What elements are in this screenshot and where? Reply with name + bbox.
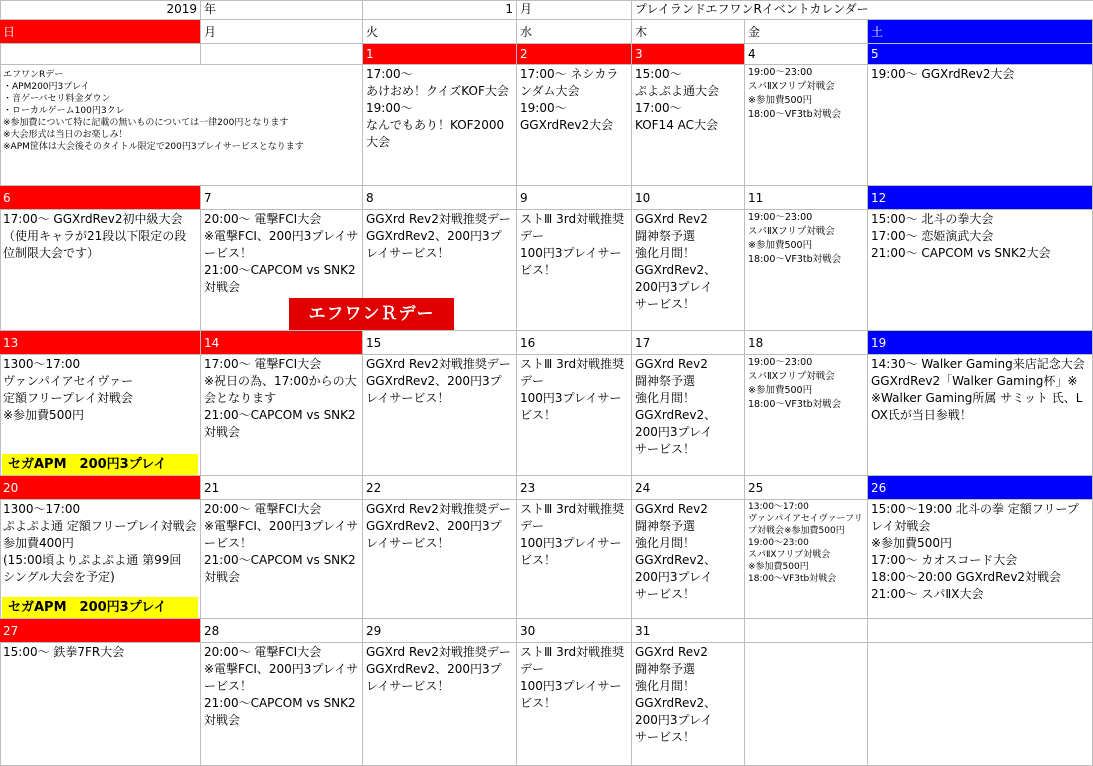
day-events-3: [632, 65, 745, 186]
day-number-4: 4: [745, 44, 868, 65]
day-events-24: [632, 500, 745, 619]
event-line: ストⅢ 3rd対戦推奨デー: [520, 212, 625, 243]
day-number-16: 16: [517, 331, 632, 355]
event-line: 20:00～ 電撃FCI大会: [204, 502, 322, 516]
weekday-header: 土: [868, 20, 1093, 44]
empty-sunday-header: [0, 44, 201, 65]
event-line: 18:00～VF3tb対戦会: [748, 399, 842, 410]
day-events-12: [868, 210, 1093, 331]
event-line: 17:00～ 電撃FCI大会: [204, 357, 322, 371]
event-line: ぷよぷよ通大会: [635, 84, 720, 98]
event-line: GGXrdRev2、: [635, 696, 717, 710]
day-events-26: [868, 500, 1093, 619]
event-line: ※参加費500円: [748, 240, 813, 251]
day-events-31: [632, 643, 745, 766]
event-line: ぷよぷよ通 定額フリープレイ対戦会 参加費400円: [3, 519, 201, 550]
event-line: 1300～17:00: [3, 502, 81, 516]
event-line: 1300～17:00: [3, 357, 81, 371]
note-line: ・音ゲーバセリ料金ダウン: [3, 94, 111, 104]
year-suffix: 年: [204, 2, 217, 16]
day-events-15: [363, 355, 517, 476]
year-cell: [0, 0, 201, 20]
day-number-21: 21: [201, 476, 363, 500]
event-line: GGXrd Rev2: [635, 502, 708, 516]
event-line: サービス！: [635, 442, 696, 456]
event-line: 15:00～ 鉄拳7FR大会: [3, 645, 125, 659]
event-line: ※参加費500円: [3, 408, 84, 422]
event-line: ヴァンパイアセイヴァー: [3, 374, 134, 388]
day-events-19: [868, 355, 1093, 476]
event-line: 闘神祭予選: [635, 519, 696, 533]
event-line: ※参加費500円: [748, 385, 813, 396]
day-number-8: 8: [363, 186, 517, 210]
event-line: 100円3プレイサービス！: [520, 391, 622, 422]
day-number-22: 22: [363, 476, 517, 500]
event-line: サービス！: [635, 297, 696, 311]
event-line: GGXrd Rev2対戦推奨デー: [366, 357, 511, 371]
event-line: 21:00～CAPCOM vs SNK2 対戦会: [204, 696, 360, 727]
note-line: ※参加費について特に記載の無いものについては一律200円となります: [3, 118, 289, 128]
day-number-29: 29: [363, 619, 517, 643]
calendar-title: プレイランドエフワンRイベントカレンダー: [635, 2, 869, 16]
weekday-header: 月: [201, 20, 363, 44]
event-line: GGXrdRev2、200円3プレイサービス！: [366, 229, 502, 260]
day-number-26: 26: [868, 476, 1093, 500]
day-number-27: 27: [0, 619, 201, 643]
day-number-10: 10: [632, 186, 745, 210]
event-line: 18:00～VF3tb対戦会: [748, 574, 837, 584]
month-suffix: 月: [520, 2, 533, 16]
event-line: 定額フリープレイ対戦会: [3, 391, 133, 405]
day-number-5: 5: [868, 44, 1093, 65]
event-line: スパⅡXフリプ対戦会: [748, 371, 835, 382]
event-line: 21:00～ スパⅡX大会: [871, 587, 984, 601]
day-events-empty: [868, 643, 1093, 766]
calendar-title-cell: [632, 0, 1093, 20]
event-line: 200円3プレイ: [635, 570, 713, 584]
event-line: なんでもあり！KOF2000大会: [366, 118, 505, 149]
event-line: 19:00～23:00: [748, 212, 813, 223]
event-line: 21:00～ CAPCOM vs SNK2大会: [871, 246, 1051, 260]
event-line: ※参加費500円: [871, 536, 952, 550]
event-line: GGXrdRev2、200円3プレイサービス！: [366, 662, 502, 693]
event-line: KOF14 AC大会: [635, 118, 719, 132]
day-number-11: 11: [745, 186, 868, 210]
day-number-13: 13: [0, 331, 201, 355]
day-events-29: [363, 643, 517, 766]
day-number-12: 12: [868, 186, 1093, 210]
event-line: 17:00～ GGXrdRev2初中級大会（使用キャラが21段以下限定の段位制限大会です）: [3, 212, 187, 260]
event-line: 100円3プレイサービス！: [520, 679, 622, 710]
day-number-19: 19: [868, 331, 1093, 355]
empty-monday-header: [201, 44, 363, 65]
event-line: 闘神祭予選: [635, 229, 696, 243]
event-line: スパⅡXフリプ対戦会: [748, 550, 831, 560]
event-line: ヴァンパイアセイヴァーフリプ対戦会※参加費500円: [748, 514, 863, 536]
event-line: 17:00～: [366, 67, 413, 81]
event-line: 強化月間！: [635, 391, 696, 405]
day-number-23: 23: [517, 476, 632, 500]
event-line: 15:00～19:00 北斗の拳 定額フリープレイ対戦会: [871, 502, 1079, 533]
event-line: ※参加費500円: [748, 95, 813, 106]
event-line: 17:00～ ネシカランダム大会: [520, 67, 619, 98]
event-line: 強化月間！: [635, 246, 696, 260]
event-line: 17:00～: [635, 101, 682, 115]
event-line: 19:00～23:00: [748, 67, 813, 78]
event-line: 100円3プレイサービス！: [520, 536, 622, 567]
day-events-27: [0, 643, 201, 766]
event-line: 19:00～23:00: [748, 357, 813, 368]
event-line: 19:00～ GGXrdRev2大会: [871, 67, 1015, 81]
event-line: 20:00～ 電撃FCI大会: [204, 212, 322, 226]
day-number-18: 18: [745, 331, 868, 355]
event-line: GGXrd Rev2対戦推奨デー: [366, 212, 511, 226]
event-line: ※Walker Gaming所属 サミット 氏、LOX氏が当日参戦！: [871, 391, 1083, 422]
event-line: 200円3プレイ: [635, 280, 713, 294]
day-events-14: [201, 355, 363, 476]
event-line: GGXrd Rev2: [635, 212, 708, 226]
event-line: GGXrdRev2大会: [520, 118, 614, 132]
day-number-1: 1: [363, 44, 517, 65]
weekday-header: 木: [632, 20, 745, 44]
event-line: 21:00～CAPCOM vs SNK2 対戦会: [204, 553, 360, 584]
day-events-18: [745, 355, 868, 476]
event-line: GGXrd Rev2対戦推奨デー: [366, 645, 511, 659]
sega-apm-banner-13: セガAPM 200円3プレイ: [2, 454, 198, 475]
day-number-25: 25: [745, 476, 868, 500]
event-line: GGXrdRev2、: [635, 408, 717, 422]
note-cell: [0, 65, 363, 186]
event-line: サービス！: [635, 730, 696, 744]
event-line: 17:00～ カオスコード大会: [871, 553, 1018, 567]
day-events-9: [517, 210, 632, 331]
weekday-header: 日: [0, 20, 201, 44]
day-number-empty: [868, 619, 1093, 643]
month-cell: [363, 0, 517, 20]
note-line: エフワンRデー: [3, 70, 64, 80]
month-value: 1: [505, 2, 513, 16]
day-events-6: [0, 210, 201, 331]
event-line: GGXrdRev2、200円3プレイサービス！: [366, 519, 502, 550]
event-line: (15:00頃よりぷよぷよ通 第99回 シングル大会を予定): [3, 553, 186, 584]
note-line: ・APM200円3プレイ: [3, 82, 90, 92]
event-line: 19:00～23:00: [748, 538, 809, 548]
day-events-4: [745, 65, 868, 186]
day-number-7: 7: [201, 186, 363, 210]
event-line: 闘神祭予選: [635, 662, 696, 676]
day-number-31: 31: [632, 619, 745, 643]
event-line: あけおめ！クイズKOF大会: [366, 84, 509, 98]
year-suffix-cell: [201, 0, 363, 20]
day-events-10: [632, 210, 745, 331]
event-line: GGXrdRev2、: [635, 263, 717, 277]
event-line: GGXrd Rev2: [635, 645, 708, 659]
weekday-header: 火: [363, 20, 517, 44]
event-line: ストⅢ 3rd対戦推奨デー: [520, 645, 625, 676]
weekday-header: 水: [517, 20, 632, 44]
day-events-30: [517, 643, 632, 766]
event-line: GGXrd Rev2対戦推奨デー: [366, 502, 511, 516]
sega-apm-banner-20: セガAPM 200円3プレイ: [2, 597, 198, 618]
event-line: ストⅢ 3rd対戦推奨デー: [520, 357, 625, 388]
day-events-5: [868, 65, 1093, 186]
event-line: スパⅡXフリプ対戦会: [748, 81, 835, 92]
event-line: ストⅢ 3rd対戦推奨デー: [520, 502, 625, 533]
event-line: 18:00～20:00 GGXrdRev2対戦会: [871, 570, 1062, 584]
event-line: 18:00～VF3tb対戦会: [748, 109, 842, 120]
event-line: サービス！: [635, 587, 696, 601]
efwan-day-banner: エフワンＲデー: [289, 298, 454, 330]
event-line: ※参加費500円: [748, 562, 809, 572]
event-line: GGXrdRev2、: [635, 553, 717, 567]
day-number-9: 9: [517, 186, 632, 210]
event-line: 19:00～: [366, 101, 413, 115]
event-line: 13:00～17:00: [748, 502, 809, 512]
day-number-28: 28: [201, 619, 363, 643]
day-events-2: [517, 65, 632, 186]
day-number-14: 14: [201, 331, 363, 355]
event-line: ※電撃FCI、200円3プレイサービス！: [204, 229, 359, 260]
day-events-28: [201, 643, 363, 766]
day-number-2: 2: [517, 44, 632, 65]
day-number-6: 6: [0, 186, 201, 210]
day-events-22: [363, 500, 517, 619]
day-number-24: 24: [632, 476, 745, 500]
note-text: [0, 65, 362, 153]
month-suffix-cell: [517, 0, 632, 20]
event-line: 200円3プレイ: [635, 713, 713, 727]
day-events-25: [745, 500, 868, 619]
day-events-1: [363, 65, 517, 186]
event-line: 強化月間！: [635, 679, 696, 693]
day-events-empty: [745, 643, 868, 766]
note-line: ・ローカルゲーム100円3クレ: [3, 106, 125, 116]
event-line: スパⅡXフリプ対戦会: [748, 226, 835, 237]
event-line: 強化月間！: [635, 536, 696, 550]
day-number-3: 3: [632, 44, 745, 65]
day-number-15: 15: [363, 331, 517, 355]
event-line: 20:00～ 電撃FCI大会: [204, 645, 322, 659]
event-line: 17:00～ 恋姫演武大会: [871, 229, 994, 243]
event-line: ※電撃FCI、200円3プレイサービス！: [204, 519, 359, 550]
event-line: 18:00～VF3tb対戦会: [748, 254, 842, 265]
note-line: ※APM筐体は大会後そのタイトル限定で200円3プレイサービスとなります: [3, 142, 304, 152]
day-events-17: [632, 355, 745, 476]
event-line: 21:00～CAPCOM vs SNK2 対戦会: [204, 263, 360, 294]
event-line: 14:30～ Walker Gaming来店記念大会 GGXrdRev2「Walker Gaming杯」※: [871, 357, 1089, 388]
day-number-20: 20: [0, 476, 201, 500]
day-events-21: [201, 500, 363, 619]
day-number-30: 30: [517, 619, 632, 643]
event-line: 100円3プレイサービス！: [520, 246, 622, 277]
note-line: ※大会形式は当日のお楽しみ！: [3, 130, 128, 140]
event-line: 19:00～: [520, 101, 567, 115]
day-events-11: [745, 210, 868, 331]
event-line: GGXrdRev2、200円3プレイサービス！: [366, 374, 502, 405]
event-line: 200円3プレイ: [635, 425, 713, 439]
day-events-16: [517, 355, 632, 476]
event-line: GGXrd Rev2: [635, 357, 708, 371]
day-events-23: [517, 500, 632, 619]
event-line: ※祝日の為、17:00からの大会となります: [204, 374, 357, 405]
year-value: 2019: [166, 2, 197, 16]
event-line: 15:00～: [635, 67, 682, 81]
event-line: 15:00～ 北斗の拳大会: [871, 212, 994, 226]
event-line: 21:00～CAPCOM vs SNK2 対戦会: [204, 408, 360, 439]
event-line: 闘神祭予選: [635, 374, 696, 388]
event-line: ※電撃FCI、200円3プレイサービス！: [204, 662, 359, 693]
day-number-17: 17: [632, 331, 745, 355]
day-number-empty: [745, 619, 868, 643]
weekday-header: 金: [745, 20, 868, 44]
